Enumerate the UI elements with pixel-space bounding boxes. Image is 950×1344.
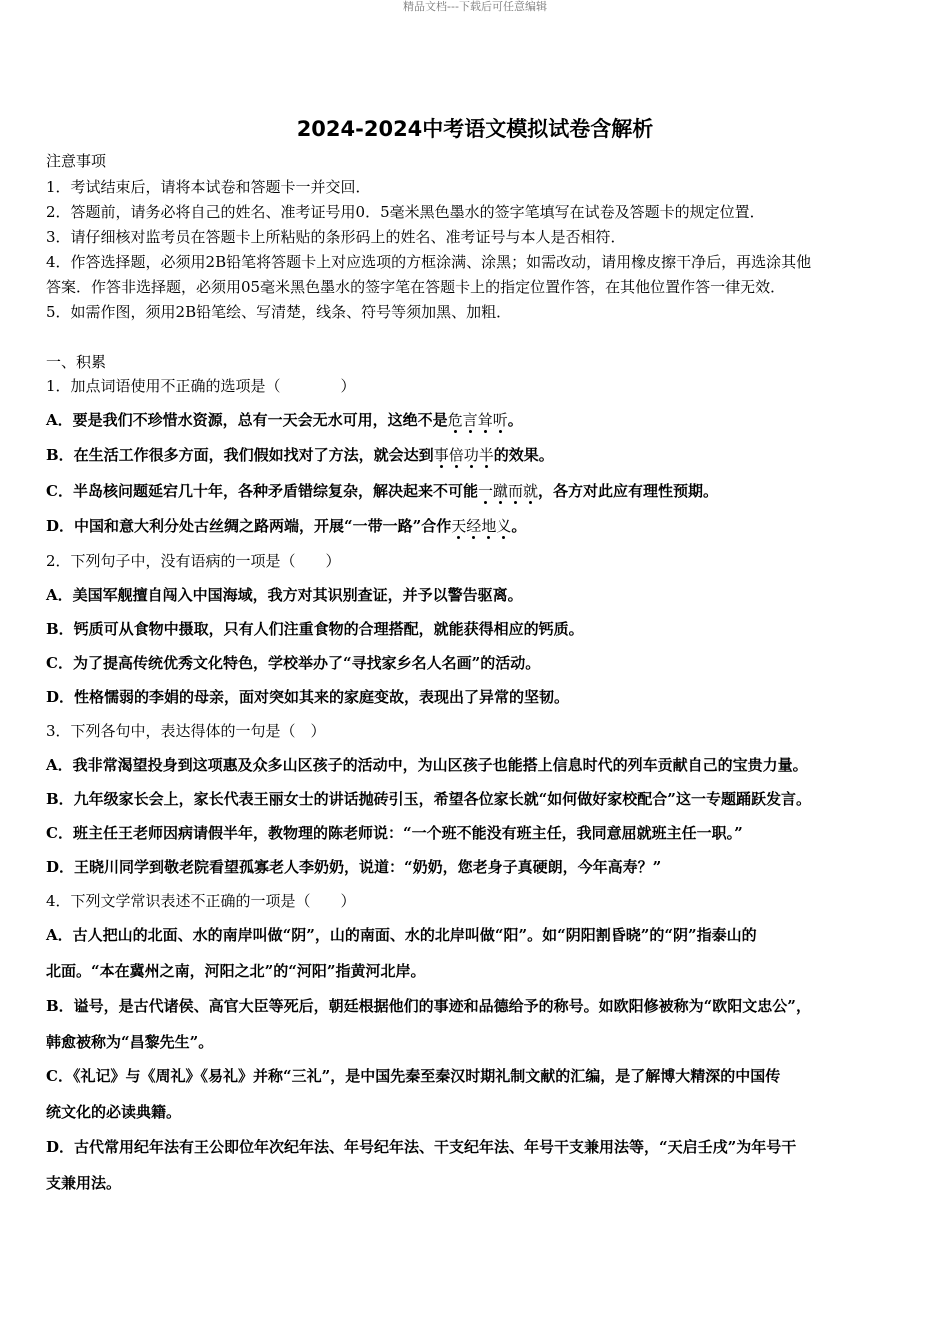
option-d: D．古代常用纪年法有王公即位年次纪年法、年号纪年法、干支纪年法、年号干支兼用法等，“天启壬戌”为年号干 xyxy=(46,1138,797,1156)
option-b: B．谥号，是古代诸侯、高官大臣等死后，朝廷根据他们的事迹和品德给予的称号。如欧阳修被称为“欧阳文忠公”， xyxy=(46,997,811,1015)
option-c-cont: 统文化的必读典籍。 xyxy=(46,1103,182,1121)
notice-item: 5．如需作图，须用2B铅笔绘、写清楚，线条、符号等须加黑、加粗． xyxy=(46,303,512,321)
dotted-char: 半 xyxy=(478,446,494,464)
question-stem: 4．下列文学常识表述不正确的一项是（ ） xyxy=(46,892,356,910)
option-text: B．在生活工作很多方面，我们假如找对了方法，就会达到 xyxy=(46,446,434,464)
option-a: A．我非常渴望投身到这项惠及众多山区孩子的活动中，为山区孩子也能搭上信息时代的列车贡献自己的宝贵力量。 xyxy=(46,756,808,774)
option-text: 。 xyxy=(507,411,523,429)
dotted-char: 经 xyxy=(466,517,482,535)
dotted-char: 言 xyxy=(462,411,478,429)
notice-item: 1．考试结束后，请将本试卷和答题卡一并交回． xyxy=(46,178,371,196)
dotted-char: 而 xyxy=(507,482,523,500)
option-text: C．半岛核问题延宕几十年，各种矛盾错综复杂，解决起来不可能 xyxy=(46,482,478,500)
section-title: 一、积累 xyxy=(46,353,107,371)
dotted-char: 义 xyxy=(496,517,512,535)
dotted-char: 耸 xyxy=(477,411,493,429)
question-stem: 1．加点词语使用不正确的选项是（ ） xyxy=(46,377,356,395)
option-b: B．九年级家长会上，家长代表王丽女士的讲话抛砖引玉，希望各位家长就“如何做好家校配合”这一专题踊跃发言。 xyxy=(46,790,811,808)
option-b xyxy=(46,445,910,465)
dotted-char: 危 xyxy=(447,411,463,429)
option-c: C．为了提高传统优秀文化特色，学校举办了“寻找家乡名人名画”的活动。 xyxy=(46,654,541,672)
option-a xyxy=(46,410,910,430)
option-b: B．钙质可从食物中摄取，只有人们注重食物的合理搭配，就能获得相应的钙质。 xyxy=(46,620,584,638)
option-text: ，各方对此应有理性预期。 xyxy=(538,482,719,500)
option-text: A．要是我们不珍惜水资源，总有一天会无水可用，这绝不是 xyxy=(46,411,448,429)
option-text: 。 xyxy=(511,517,527,535)
dotted-char: 地 xyxy=(481,517,497,535)
dotted-char: 倍 xyxy=(448,446,464,464)
option-c xyxy=(46,481,910,501)
dotted-char: 天 xyxy=(451,517,467,535)
dotted-char: 一 xyxy=(477,482,493,500)
option-c: C．《礼记》与《周礼》《易礼》并称“三礼”，是中国先秦至秦汉时期礼制文献的汇编，是了解博大精深的中国传 xyxy=(46,1067,781,1085)
option-a-cont: 北面。“本在冀州之南，河阳之北”的“河阳”指黄河北岸。 xyxy=(46,962,426,980)
notice-item: 2．答题前，请务必将自己的姓名、准考证号用0．5毫米黑色墨水的签字笔填写在试卷及答题卡的规定位置． xyxy=(46,203,765,221)
page-title: 2024-2024中考语文模拟试卷含解析 xyxy=(296,117,654,141)
dotted-char: 功 xyxy=(463,446,479,464)
option-a: A．古人把山的北面、水的南岸叫做“阴”，山的南面、水的北岸叫做“阳”。如“阴阳割昏晓”的“阴”指泰山的 xyxy=(46,926,757,944)
notice-item: 答案．作答非选择题，必须用05毫米黑色墨水的签字笔在答题卡上的指定位置作答，在其他位置作答一律无效． xyxy=(46,278,786,296)
question-stem: 3．下列各句中，表达得体的一句是（ ） xyxy=(46,722,326,740)
dotted-char: 蹴 xyxy=(492,482,508,500)
header-note: 精品文档---下载后可任意编辑 xyxy=(403,0,547,13)
option-d: D．王晓川同学到敬老院看望孤寡老人李奶奶，说道：“奶奶，您老身子真硬朗，今年高寿？” xyxy=(46,858,662,876)
option-text: 的效果。 xyxy=(493,446,554,464)
option-b-cont: 韩愈被称为“昌黎先生”。 xyxy=(46,1033,214,1051)
notice-item: 3．请仔细核对监考员在答题卡上所粘贴的条形码上的姓名、准考证号与本人是否相符． xyxy=(46,228,626,246)
notice-heading: 注意事项 xyxy=(46,152,107,170)
dotted-char: 就 xyxy=(523,482,539,500)
dotted-char: 听 xyxy=(492,411,508,429)
option-text: D．中国和意大利分处古丝绸之路两端，开展“一带一路”合作 xyxy=(46,517,452,535)
notice-item: 4．作答选择题，必须用2B铅笔将答题卡上对应选项的方框涂满、涂黑；如需改动，请用橡皮擦干净后，再选涂其他 xyxy=(46,253,812,271)
option-d xyxy=(46,516,910,536)
option-d: D．性格懦弱的李娟的母亲，面对突如其来的家庭变故，表现出了异常的坚韧。 xyxy=(46,688,570,706)
option-c: C．班主任王老师因病请假半年，教物理的陈老师说：“一个班不能没有班主任，我同意屈就班主任一职。” xyxy=(46,824,743,842)
option-d-cont: 支兼用法。 xyxy=(46,1174,122,1192)
question-stem: 2．下列句子中，没有语病的一项是（ ） xyxy=(46,552,341,570)
dotted-char: 事 xyxy=(433,446,449,464)
option-a: A．美国军舰擅自闯入中国海域，我方对其识别查证，并予以警告驱离。 xyxy=(46,586,523,604)
